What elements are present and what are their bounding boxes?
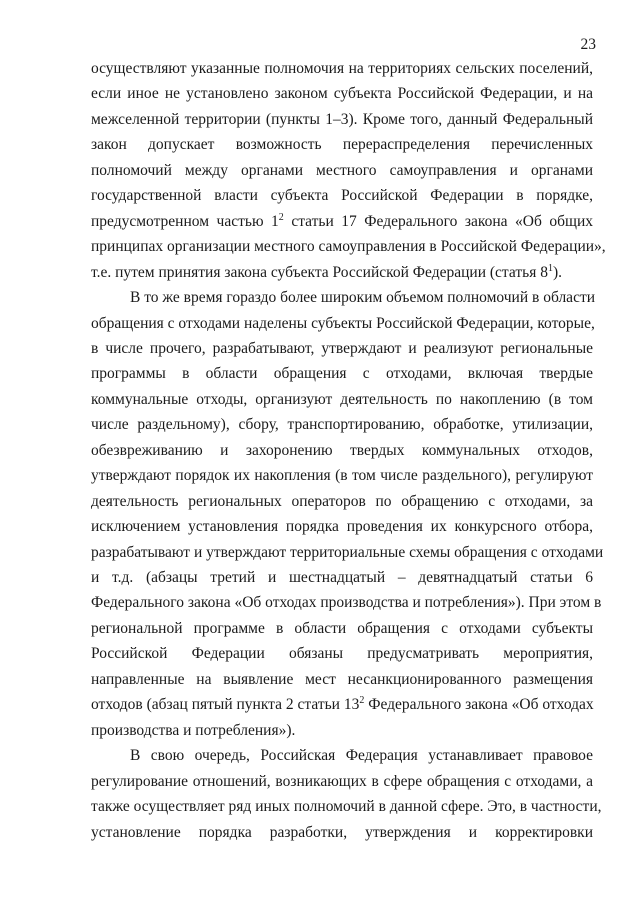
text-line	[91, 492, 593, 512]
text-run: обезвреживанию и захоронению твердых коммунальных отходов,	[91, 441, 593, 459]
text-run: и т.д. (абзацы третий и шестнадцатый – девятнадцатый статьи 6	[91, 569, 593, 586]
text-line	[91, 212, 593, 232]
text-line	[91, 59, 593, 79]
text-run: программы в области обращения с отходами, включая твердые	[91, 365, 593, 383]
text-run: установление порядка разработки, утверждения и корректировки	[91, 823, 593, 841]
text-line	[91, 644, 593, 664]
text-run: предусмотренном частью 1	[91, 212, 279, 230]
text-run: закон допускает возможность перераспределения перечисленных	[91, 136, 593, 154]
text-run: исключением установления порядка проведения их конкурсного отбора,	[91, 518, 593, 536]
text-run: осуществляют указанные полномочия на территориях сельских поселений,	[91, 60, 593, 77]
text-line	[91, 161, 593, 181]
page-number: 23	[580, 36, 596, 53]
text-line	[91, 823, 593, 843]
text-run: также осуществляет ряд иных полномочий в данной сфере. Это, в частности,	[91, 798, 602, 816]
text-run: в числе прочего, разрабатывают, утверждают и реализуют региональные	[91, 339, 593, 357]
text-line	[130, 746, 593, 766]
text-line	[91, 441, 593, 461]
superscript: 2	[278, 211, 284, 223]
text-line	[91, 135, 593, 155]
text-line	[91, 670, 593, 690]
text-run: производства и потребления»).	[91, 721, 296, 739]
text-run: региональной программе в области обращения с отходами субъекты	[91, 619, 593, 637]
text-run: Федерального закона «Об отходах	[364, 696, 594, 714]
text-line	[91, 593, 602, 613]
text-line	[91, 186, 593, 206]
text-run: утверждают порядок их накопления (в том числе раздельного), регулируют	[91, 467, 593, 485]
text-run: отходов (абзац пятый пункта 2 статьи 13	[91, 696, 360, 714]
text-run: числе раздельному), сбору, транспортированию, обработке, утилизации,	[91, 416, 593, 434]
text-line	[91, 263, 593, 283]
text-line	[91, 339, 593, 359]
text-line	[91, 237, 606, 257]
text-line	[91, 772, 593, 792]
text-line	[130, 288, 596, 308]
text-run: если иное не установлено законом субъекта Российской Федерации, и на	[91, 85, 593, 103]
text-run: принципах организации местного самоуправления в Российской Федерации»,	[91, 238, 606, 256]
text-line	[91, 543, 604, 563]
text-run: полномочий между органами местного самоуправления и органами	[91, 161, 593, 179]
text-line	[91, 568, 593, 588]
text-line	[91, 314, 593, 334]
text-line	[91, 619, 593, 639]
text-line	[91, 84, 593, 104]
text-line	[91, 364, 593, 384]
text-run: разрабатывают и утверждают территориальные схемы обращения с отходами	[91, 543, 604, 561]
text-run: Федерального закона «Об отходах производства и потребления»). При этом в	[91, 594, 602, 612]
text-run: направленные на выявление мест несанкционированного размещения	[91, 670, 593, 688]
text-run: коммунальные отходы, организуют деятельность по накоплению (в том	[91, 390, 593, 408]
text-line	[91, 390, 593, 410]
text-run: т.е. путем принятия закона субъекта Российской Федерации (статья 8	[91, 263, 548, 281]
text-run: регулирование отношений, возникающих в сфере обращения с отходами, а	[91, 772, 593, 790]
text-run: обращения с отходами наделены субъекты Российской Федерации, которые,	[91, 314, 595, 332]
superscript: 1	[547, 262, 553, 274]
text-run: ).	[552, 263, 563, 281]
text-run: В свою очередь, Российская Федерация устанавливает правовое	[130, 747, 593, 765]
text-line	[91, 695, 593, 715]
text-run: статьи 17 Федерального закона «Об общих	[283, 212, 593, 230]
text-line	[91, 721, 593, 741]
text-line	[91, 110, 593, 130]
text-run: межселенной территории (пункты 1–3). Кроме того, данный Федеральный	[91, 110, 593, 128]
superscript: 2	[359, 695, 365, 707]
text-run: деятельность региональных операторов по обращению с отходами, за	[91, 492, 593, 510]
text-line	[91, 466, 593, 486]
text-line	[91, 517, 593, 537]
text-line	[91, 415, 593, 435]
text-run: государственной власти субъекта Российской Федерации в порядке,	[91, 187, 593, 205]
text-run: В то же время гораздо более широким объемом полномочий в области	[130, 289, 596, 307]
text-run: Российской Федерации обязаны предусматривать мероприятия,	[91, 645, 593, 663]
text-line	[91, 797, 602, 817]
